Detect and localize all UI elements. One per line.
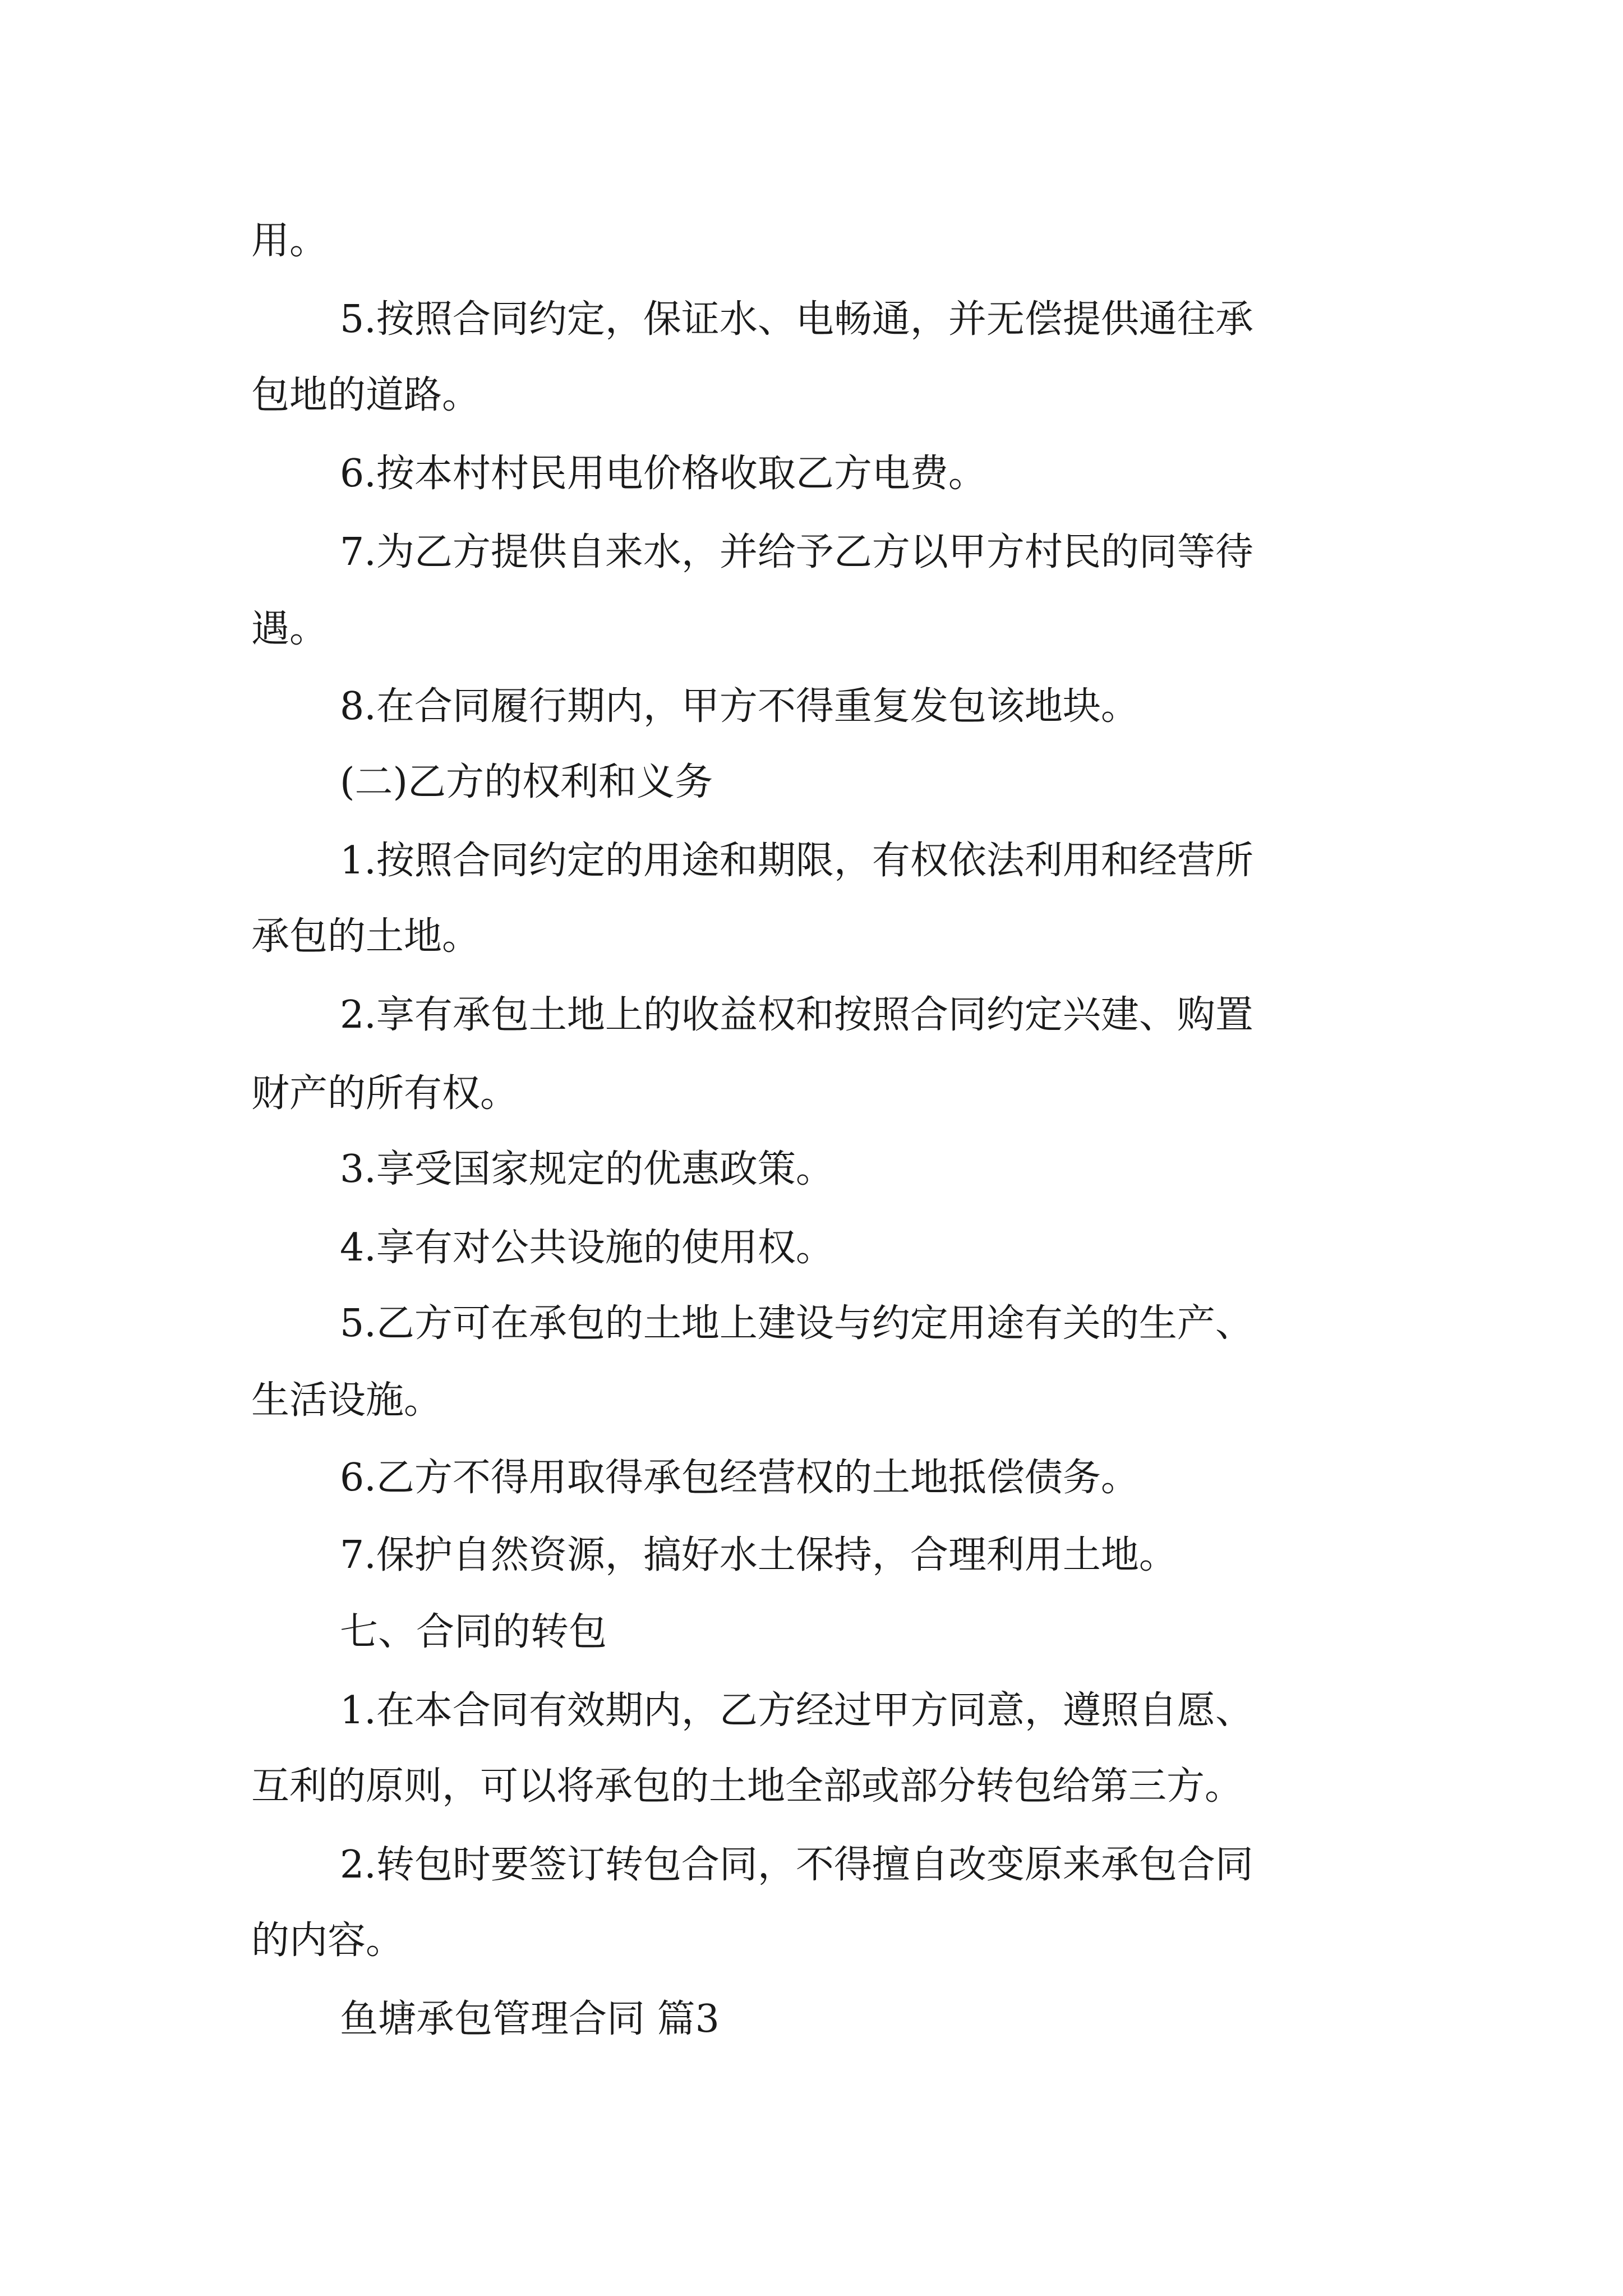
- article-heading: 鱼塘承包管理合同 篇3: [340, 1997, 720, 2041]
- paragraph-line: 6.乙方不得用取得承包经营权的土地抵偿债务。: [340, 1456, 1139, 1500]
- paragraph-line: 包地的道路。: [251, 373, 481, 417]
- paragraph-line: 2.转包时要签订转包合同，不得擅自改变原来承包合同: [340, 1843, 1253, 1887]
- paragraph-line: 的内容。: [251, 1918, 404, 1963]
- paragraph-line: 5.按照合同约定，保证水、电畅通，并无偿提供通往承: [340, 297, 1253, 342]
- section-heading: 七、合同的转包: [340, 1610, 607, 1654]
- paragraph-line: 6.按本村村民用电价格收取乙方电费。: [340, 452, 986, 496]
- paragraph-line: 遇。: [251, 607, 328, 651]
- paragraph-line: 7.为乙方提供自来水，并给予乙方以甲方村民的同等待: [340, 530, 1253, 574]
- paragraph-line: 8.在合同履行期内，甲方不得重复发包该地块。: [340, 684, 1139, 729]
- paragraph-line: 5.乙方可在承包的土地上建设与约定用途有关的生产、: [340, 1301, 1253, 1346]
- paragraph-line: 1.按照合同约定的用途和期限，有权依法利用和经营所: [340, 839, 1253, 883]
- paragraph-line: 3.享受国家规定的优惠政策。: [340, 1147, 834, 1191]
- paragraph-line: 财产的所有权。: [251, 1071, 519, 1116]
- paragraph-line: 1.在本合同有效期内，乙方经过甲方同意，遵照自愿、: [340, 1688, 1253, 1733]
- section-heading: (二)乙方的权利和义务: [340, 760, 713, 804]
- paragraph-line: 2.享有承包土地上的收益权和按照合同约定兴建、购置: [340, 993, 1253, 1037]
- paragraph-line: 承包的土地。: [251, 914, 481, 959]
- paragraph-line: 7.保护自然资源，搞好水土保持，合理利用土地。: [340, 1533, 1177, 1577]
- paragraph-line: 用。: [251, 219, 328, 263]
- paragraph-line: 生活设施。: [251, 1378, 442, 1423]
- paragraph-line: 4.享有对公共设施的使用权。: [340, 1226, 834, 1270]
- paragraph-line: 互利的原则，可以将承包的土地全部或部分转包给第三方。: [251, 1764, 1243, 1809]
